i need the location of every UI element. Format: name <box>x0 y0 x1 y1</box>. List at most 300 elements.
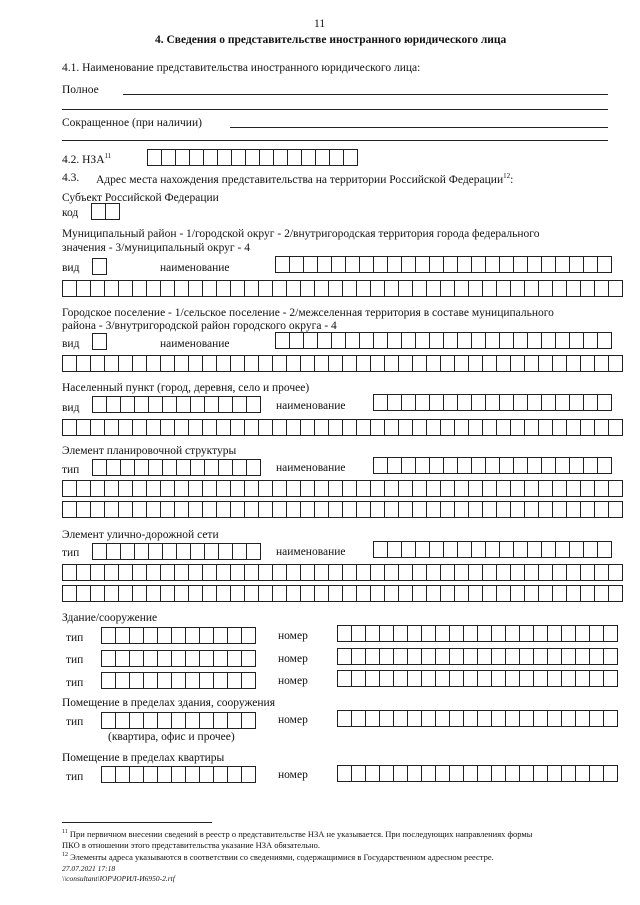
char-cell[interactable] <box>426 501 441 518</box>
char-cell[interactable] <box>115 766 130 783</box>
char-cell[interactable] <box>482 585 497 602</box>
char-cell[interactable] <box>471 256 486 273</box>
char-cell[interactable] <box>393 765 408 782</box>
char-cell[interactable] <box>510 501 525 518</box>
char-cell[interactable] <box>342 280 357 297</box>
char-cell[interactable] <box>597 457 612 474</box>
settlement-name-cells-2[interactable] <box>62 355 622 371</box>
char-cell[interactable] <box>115 712 130 729</box>
char-cell[interactable] <box>594 501 609 518</box>
char-cell[interactable] <box>356 480 371 497</box>
char-cell[interactable] <box>407 670 422 687</box>
char-cell[interactable] <box>477 625 492 642</box>
char-cell[interactable] <box>435 648 450 665</box>
char-cell[interactable] <box>157 672 172 689</box>
char-cell[interactable] <box>538 501 553 518</box>
char-cell[interactable] <box>218 459 233 476</box>
char-cell[interactable] <box>513 256 528 273</box>
char-cell[interactable] <box>477 648 492 665</box>
char-cell[interactable] <box>246 396 261 413</box>
building-number-cells-2[interactable] <box>337 648 617 664</box>
char-cell[interactable] <box>415 457 430 474</box>
char-cell[interactable] <box>92 258 107 275</box>
municipal-name-cells-2[interactable] <box>62 280 622 296</box>
char-cell[interactable] <box>547 648 562 665</box>
char-cell[interactable] <box>575 710 590 727</box>
char-cell[interactable] <box>373 332 388 349</box>
char-cell[interactable] <box>143 766 158 783</box>
char-cell[interactable] <box>496 501 511 518</box>
char-cell[interactable] <box>608 355 623 372</box>
char-cell[interactable] <box>485 332 500 349</box>
char-cell[interactable] <box>118 480 133 497</box>
char-cell[interactable] <box>594 585 609 602</box>
char-cell[interactable] <box>482 564 497 581</box>
char-cell[interactable] <box>580 585 595 602</box>
char-cell[interactable] <box>92 543 107 560</box>
char-cell[interactable] <box>213 650 228 667</box>
char-cell[interactable] <box>275 332 290 349</box>
char-cell[interactable] <box>608 480 623 497</box>
char-cell[interactable] <box>370 280 385 297</box>
char-cell[interactable] <box>202 585 217 602</box>
char-cell[interactable] <box>258 501 273 518</box>
char-cell[interactable] <box>555 256 570 273</box>
char-cell[interactable] <box>365 765 380 782</box>
char-cell[interactable] <box>120 396 135 413</box>
char-cell[interactable] <box>106 543 121 560</box>
char-cell[interactable] <box>202 419 217 436</box>
char-cell[interactable] <box>359 256 374 273</box>
char-cell[interactable] <box>527 457 542 474</box>
char-cell[interactable] <box>199 627 214 644</box>
char-cell[interactable] <box>513 394 528 411</box>
char-cell[interactable] <box>176 459 191 476</box>
char-cell[interactable] <box>101 766 116 783</box>
char-cell[interactable] <box>314 419 329 436</box>
char-cell[interactable] <box>440 419 455 436</box>
char-cell[interactable] <box>188 419 203 436</box>
char-cell[interactable] <box>337 710 352 727</box>
char-cell[interactable] <box>227 712 242 729</box>
char-cell[interactable] <box>440 280 455 297</box>
char-cell[interactable] <box>204 543 219 560</box>
char-cell[interactable] <box>589 710 604 727</box>
char-cell[interactable] <box>148 543 163 560</box>
char-cell[interactable] <box>513 541 528 558</box>
char-cell[interactable] <box>533 625 548 642</box>
char-cell[interactable] <box>162 459 177 476</box>
char-cell[interactable] <box>146 355 161 372</box>
char-cell[interactable] <box>491 625 506 642</box>
char-cell[interactable] <box>454 419 469 436</box>
char-cell[interactable] <box>496 480 511 497</box>
char-cell[interactable] <box>342 355 357 372</box>
char-cell[interactable] <box>499 256 514 273</box>
char-cell[interactable] <box>387 394 402 411</box>
char-cell[interactable] <box>176 396 191 413</box>
char-cell[interactable] <box>216 480 231 497</box>
char-cell[interactable] <box>232 396 247 413</box>
char-cell[interactable] <box>608 501 623 518</box>
char-cell[interactable] <box>575 648 590 665</box>
char-cell[interactable] <box>244 480 259 497</box>
char-cell[interactable] <box>421 710 436 727</box>
char-cell[interactable] <box>407 625 422 642</box>
char-cell[interactable] <box>314 564 329 581</box>
char-cell[interactable] <box>597 332 612 349</box>
char-cell[interactable] <box>524 585 539 602</box>
char-cell[interactable] <box>552 355 567 372</box>
char-cell[interactable] <box>603 625 618 642</box>
char-cell[interactable] <box>258 585 273 602</box>
char-cell[interactable] <box>328 585 343 602</box>
char-cell[interactable] <box>407 648 422 665</box>
char-cell[interactable] <box>230 419 245 436</box>
char-cell[interactable] <box>230 280 245 297</box>
char-cell[interactable] <box>398 480 413 497</box>
char-cell[interactable] <box>231 149 246 166</box>
char-cell[interactable] <box>174 585 189 602</box>
char-cell[interactable] <box>213 712 228 729</box>
char-cell[interactable] <box>356 355 371 372</box>
char-cell[interactable] <box>510 564 525 581</box>
char-cell[interactable] <box>384 585 399 602</box>
char-cell[interactable] <box>216 585 231 602</box>
char-cell[interactable] <box>91 203 106 220</box>
char-cell[interactable] <box>477 710 492 727</box>
char-cell[interactable] <box>337 625 352 642</box>
char-cell[interactable] <box>241 627 256 644</box>
char-cell[interactable] <box>246 543 261 560</box>
char-cell[interactable] <box>513 457 528 474</box>
char-cell[interactable] <box>566 501 581 518</box>
char-cell[interactable] <box>160 564 175 581</box>
char-cell[interactable] <box>457 332 472 349</box>
char-cell[interactable] <box>241 766 256 783</box>
char-cell[interactable] <box>337 648 352 665</box>
char-cell[interactable] <box>449 625 464 642</box>
char-cell[interactable] <box>384 501 399 518</box>
char-cell[interactable] <box>104 585 119 602</box>
char-cell[interactable] <box>513 332 528 349</box>
char-cell[interactable] <box>471 332 486 349</box>
char-cell[interactable] <box>491 648 506 665</box>
char-cell[interactable] <box>345 332 360 349</box>
char-cell[interactable] <box>171 627 186 644</box>
street-name-cells-1[interactable] <box>373 541 611 557</box>
char-cell[interactable] <box>533 710 548 727</box>
char-cell[interactable] <box>443 256 458 273</box>
char-cell[interactable] <box>608 280 623 297</box>
char-cell[interactable] <box>485 256 500 273</box>
char-cell[interactable] <box>356 564 371 581</box>
char-cell[interactable] <box>496 419 511 436</box>
char-cell[interactable] <box>314 501 329 518</box>
char-cell[interactable] <box>160 280 175 297</box>
char-cell[interactable] <box>351 765 366 782</box>
char-cell[interactable] <box>594 355 609 372</box>
char-cell[interactable] <box>401 541 416 558</box>
char-cell[interactable] <box>499 457 514 474</box>
locality-name-cells-1[interactable] <box>373 394 611 410</box>
char-cell[interactable] <box>104 280 119 297</box>
char-cell[interactable] <box>468 419 483 436</box>
char-cell[interactable] <box>342 564 357 581</box>
char-cell[interactable] <box>454 355 469 372</box>
char-cell[interactable] <box>407 710 422 727</box>
char-cell[interactable] <box>379 765 394 782</box>
char-cell[interactable] <box>583 457 598 474</box>
char-cell[interactable] <box>471 457 486 474</box>
char-cell[interactable] <box>373 541 388 558</box>
char-cell[interactable] <box>258 355 273 372</box>
char-cell[interactable] <box>401 394 416 411</box>
char-cell[interactable] <box>129 712 144 729</box>
char-cell[interactable] <box>185 766 200 783</box>
char-cell[interactable] <box>314 585 329 602</box>
char-cell[interactable] <box>337 670 352 687</box>
char-cell[interactable] <box>412 480 427 497</box>
char-cell[interactable] <box>213 627 228 644</box>
char-cell[interactable] <box>129 650 144 667</box>
char-cell[interactable] <box>519 765 534 782</box>
char-cell[interactable] <box>580 355 595 372</box>
apartment-type-cells[interactable] <box>101 766 255 782</box>
char-cell[interactable] <box>538 564 553 581</box>
char-cell[interactable] <box>203 149 218 166</box>
char-cell[interactable] <box>300 585 315 602</box>
char-cell[interactable] <box>429 394 444 411</box>
char-cell[interactable] <box>443 394 458 411</box>
char-cell[interactable] <box>603 710 618 727</box>
char-cell[interactable] <box>315 149 330 166</box>
planning-name-cells-3[interactable] <box>62 501 622 517</box>
char-cell[interactable] <box>468 564 483 581</box>
char-cell[interactable] <box>147 149 162 166</box>
char-cell[interactable] <box>129 627 144 644</box>
char-cell[interactable] <box>104 355 119 372</box>
char-cell[interactable] <box>90 480 105 497</box>
char-cell[interactable] <box>398 564 413 581</box>
char-cell[interactable] <box>185 627 200 644</box>
char-cell[interactable] <box>62 419 77 436</box>
char-cell[interactable] <box>162 543 177 560</box>
char-cell[interactable] <box>132 280 147 297</box>
char-cell[interactable] <box>407 765 422 782</box>
char-cell[interactable] <box>230 501 245 518</box>
char-cell[interactable] <box>457 394 472 411</box>
char-cell[interactable] <box>174 501 189 518</box>
char-cell[interactable] <box>351 625 366 642</box>
char-cell[interactable] <box>482 419 497 436</box>
municipal-name-cells-1[interactable] <box>275 256 611 272</box>
char-cell[interactable] <box>241 672 256 689</box>
char-cell[interactable] <box>101 650 116 667</box>
char-cell[interactable] <box>118 280 133 297</box>
char-cell[interactable] <box>524 480 539 497</box>
char-cell[interactable] <box>491 710 506 727</box>
char-cell[interactable] <box>426 585 441 602</box>
char-cell[interactable] <box>482 480 497 497</box>
char-cell[interactable] <box>533 765 548 782</box>
char-cell[interactable] <box>76 501 91 518</box>
char-cell[interactable] <box>351 648 366 665</box>
char-cell[interactable] <box>370 585 385 602</box>
building-number-cells-3[interactable] <box>337 670 617 686</box>
char-cell[interactable] <box>569 256 584 273</box>
char-cell[interactable] <box>566 564 581 581</box>
char-cell[interactable] <box>188 501 203 518</box>
char-cell[interactable] <box>314 280 329 297</box>
char-cell[interactable] <box>244 585 259 602</box>
char-cell[interactable] <box>589 648 604 665</box>
char-cell[interactable] <box>463 648 478 665</box>
room-number-cells[interactable] <box>337 710 617 726</box>
char-cell[interactable] <box>594 280 609 297</box>
char-cell[interactable] <box>594 480 609 497</box>
char-cell[interactable] <box>161 149 176 166</box>
char-cell[interactable] <box>204 459 219 476</box>
char-cell[interactable] <box>566 585 581 602</box>
char-cell[interactable] <box>244 280 259 297</box>
char-cell[interactable] <box>491 670 506 687</box>
char-cell[interactable] <box>608 585 623 602</box>
char-cell[interactable] <box>547 765 562 782</box>
char-cell[interactable] <box>76 355 91 372</box>
char-cell[interactable] <box>510 585 525 602</box>
char-cell[interactable] <box>477 765 492 782</box>
char-cell[interactable] <box>314 480 329 497</box>
char-cell[interactable] <box>426 280 441 297</box>
char-cell[interactable] <box>171 712 186 729</box>
char-cell[interactable] <box>62 501 77 518</box>
char-cell[interactable] <box>440 355 455 372</box>
char-cell[interactable] <box>317 332 332 349</box>
char-cell[interactable] <box>258 564 273 581</box>
char-cell[interactable] <box>527 541 542 558</box>
char-cell[interactable] <box>547 670 562 687</box>
char-cell[interactable] <box>199 672 214 689</box>
char-cell[interactable] <box>190 396 205 413</box>
char-cell[interactable] <box>583 332 598 349</box>
char-cell[interactable] <box>429 332 444 349</box>
char-cell[interactable] <box>174 564 189 581</box>
char-cell[interactable] <box>356 585 371 602</box>
char-cell[interactable] <box>561 710 576 727</box>
char-cell[interactable] <box>120 543 135 560</box>
char-cell[interactable] <box>120 459 135 476</box>
char-cell[interactable] <box>62 585 77 602</box>
char-cell[interactable] <box>171 650 186 667</box>
planning-name-cells-2[interactable] <box>62 480 622 496</box>
char-cell[interactable] <box>286 585 301 602</box>
char-cell[interactable] <box>272 280 287 297</box>
char-cell[interactable] <box>566 419 581 436</box>
char-cell[interactable] <box>146 419 161 436</box>
char-cell[interactable] <box>227 766 242 783</box>
char-cell[interactable] <box>190 543 205 560</box>
char-cell[interactable] <box>199 766 214 783</box>
char-cell[interactable] <box>160 355 175 372</box>
char-cell[interactable] <box>421 625 436 642</box>
char-cell[interactable] <box>188 480 203 497</box>
char-cell[interactable] <box>146 585 161 602</box>
char-cell[interactable] <box>90 501 105 518</box>
char-cell[interactable] <box>485 394 500 411</box>
char-cell[interactable] <box>337 765 352 782</box>
char-cell[interactable] <box>519 670 534 687</box>
char-cell[interactable] <box>365 670 380 687</box>
char-cell[interactable] <box>272 419 287 436</box>
char-cell[interactable] <box>218 543 233 560</box>
char-cell[interactable] <box>524 564 539 581</box>
char-cell[interactable] <box>569 394 584 411</box>
char-cell[interactable] <box>594 564 609 581</box>
char-cell[interactable] <box>555 541 570 558</box>
char-cell[interactable] <box>527 332 542 349</box>
char-cell[interactable] <box>317 256 332 273</box>
char-cell[interactable] <box>454 564 469 581</box>
char-cell[interactable] <box>115 672 130 689</box>
char-cell[interactable] <box>160 480 175 497</box>
char-cell[interactable] <box>134 459 149 476</box>
char-cell[interactable] <box>398 280 413 297</box>
char-cell[interactable] <box>246 459 261 476</box>
building-type-cells-2[interactable] <box>101 650 255 666</box>
char-cell[interactable] <box>566 480 581 497</box>
char-cell[interactable] <box>533 670 548 687</box>
char-cell[interactable] <box>202 355 217 372</box>
char-cell[interactable] <box>482 501 497 518</box>
char-cell[interactable] <box>541 394 556 411</box>
char-cell[interactable] <box>603 670 618 687</box>
char-cell[interactable] <box>435 625 450 642</box>
char-cell[interactable] <box>185 712 200 729</box>
char-cell[interactable] <box>379 670 394 687</box>
char-cell[interactable] <box>189 149 204 166</box>
char-cell[interactable] <box>351 710 366 727</box>
street-type-cells[interactable] <box>92 543 260 559</box>
char-cell[interactable] <box>597 256 612 273</box>
char-cell[interactable] <box>527 394 542 411</box>
char-cell[interactable] <box>426 564 441 581</box>
char-cell[interactable] <box>482 355 497 372</box>
char-cell[interactable] <box>227 650 242 667</box>
char-cell[interactable] <box>454 585 469 602</box>
char-cell[interactable] <box>398 501 413 518</box>
char-cell[interactable] <box>580 280 595 297</box>
char-cell[interactable] <box>101 627 116 644</box>
char-cell[interactable] <box>286 501 301 518</box>
char-cell[interactable] <box>328 480 343 497</box>
char-cell[interactable] <box>505 765 520 782</box>
char-cell[interactable] <box>300 501 315 518</box>
settlement-kind-cell[interactable] <box>92 333 106 349</box>
char-cell[interactable] <box>202 501 217 518</box>
char-cell[interactable] <box>328 280 343 297</box>
char-cell[interactable] <box>216 355 231 372</box>
char-cell[interactable] <box>398 355 413 372</box>
char-cell[interactable] <box>106 459 121 476</box>
apartment-number-cells[interactable] <box>337 765 617 781</box>
char-cell[interactable] <box>589 670 604 687</box>
char-cell[interactable] <box>421 648 436 665</box>
char-cell[interactable] <box>370 355 385 372</box>
char-cell[interactable] <box>415 394 430 411</box>
char-cell[interactable] <box>230 564 245 581</box>
char-cell[interactable] <box>440 501 455 518</box>
